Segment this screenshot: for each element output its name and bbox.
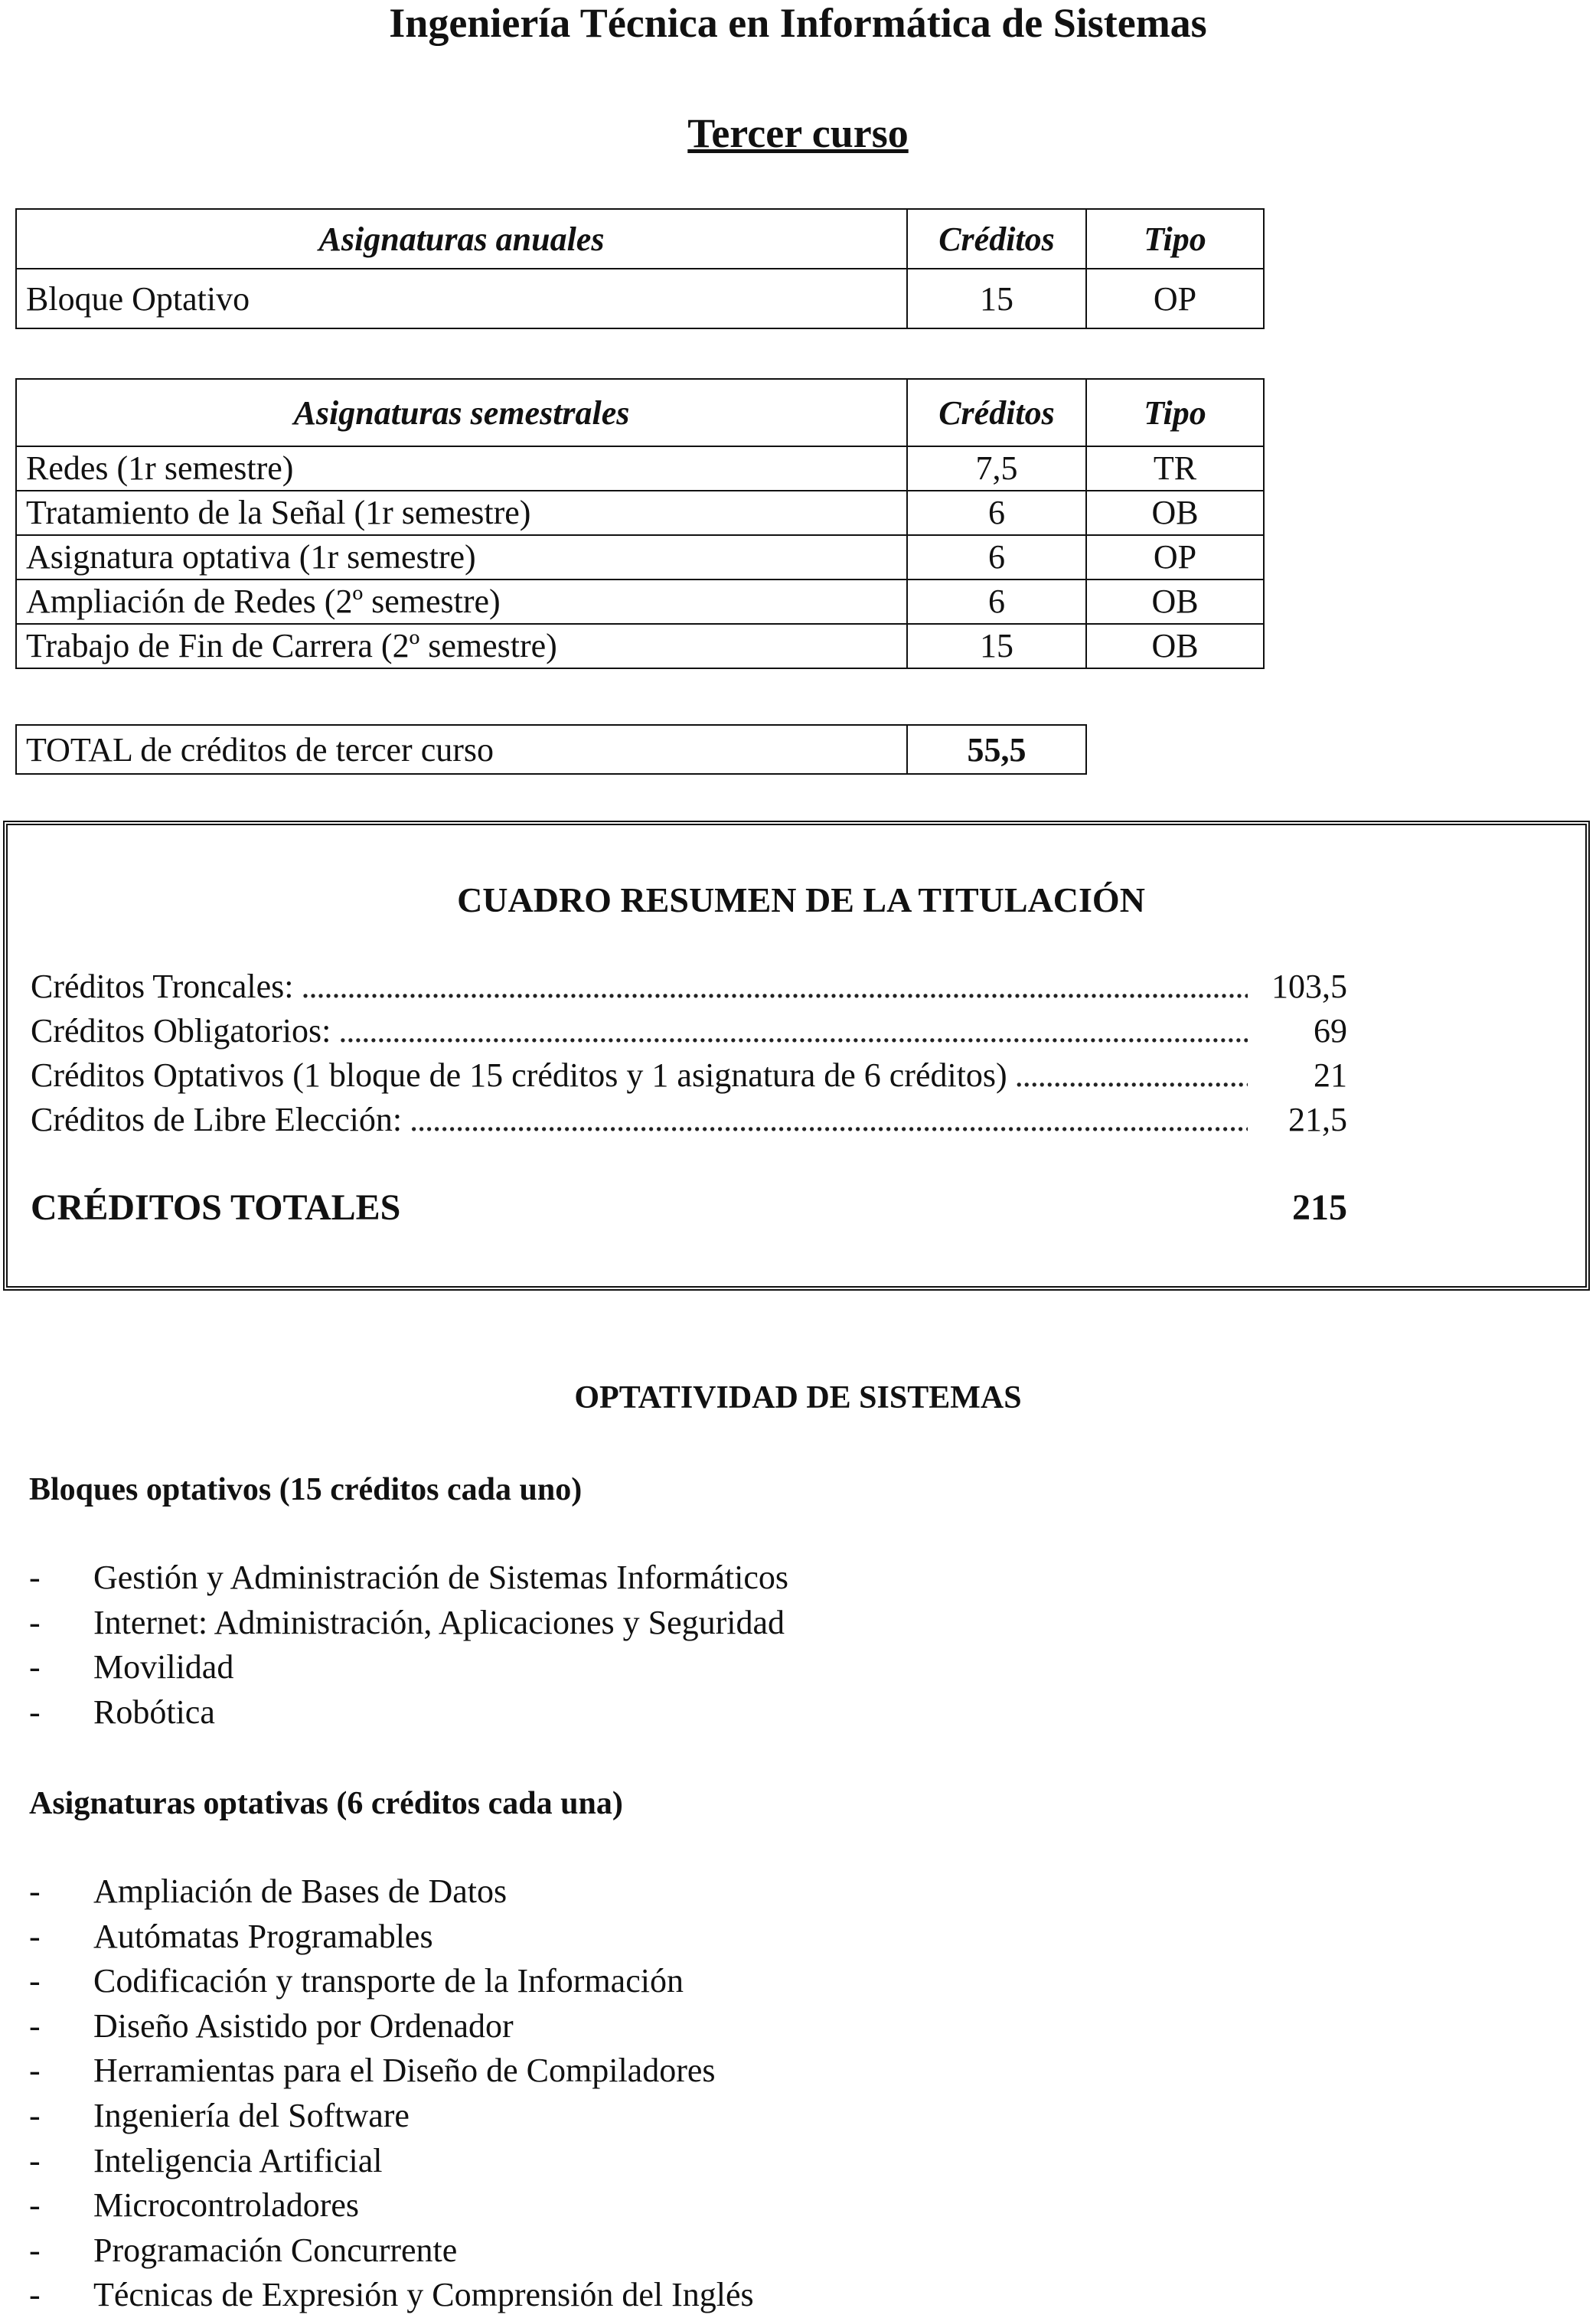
summary-value: 21,5 [1288,1101,1347,1138]
subject-name: Trabajo de Fin de Carrera (2º semestre) [16,624,907,668]
leader-dots [410,1098,1248,1142]
dash-bullet: - [29,1648,41,1686]
semester-subjects-table [15,378,1265,669]
blocks-list [29,1556,788,1735]
dash-bullet: - [29,1559,41,1596]
list-item-text: Internet: Administración, Aplicaciones y Seguridad [93,1603,785,1641]
summary-row-libre-eleccion [31,1098,1347,1142]
list-item [29,2273,754,2318]
list-item-text: Codificación y transporte de la Información [93,1962,684,2000]
subject-type: OB [1086,491,1264,535]
course-subtitle: Tercer curso [687,110,909,156]
header-asignaturas: Asignaturas anuales [16,209,907,269]
table-row [16,535,1264,580]
summary-label: Créditos Optativos (1 bloque de 15 créditos y 1 asignatura de 6 créditos) [31,1056,1007,1094]
summary-row-optativos [31,1053,1347,1098]
subject-name: Redes (1r semestre) [16,446,907,491]
header-asignaturas: Asignaturas semestrales [16,379,907,446]
dash-bullet: - [29,1603,41,1641]
summary-row-troncales [31,965,1347,1009]
list-item [29,1645,788,1690]
dash-bullet: - [29,2006,41,2045]
summary-title: CUADRO RESUMEN DE LA TITULACIÓN [457,880,1145,919]
subject-type: TR [1086,446,1264,491]
summary-value: 103,5 [1271,968,1347,1005]
subject-credits: 15 [907,624,1086,668]
list-item-text: Robótica [93,1693,215,1731]
dash-bullet: - [29,2096,41,2134]
summary-total-label: CRÉDITOS TOTALES [31,1187,401,1228]
subject-credits: 15 [907,269,1086,328]
table-row [16,580,1264,624]
list-item [29,2004,754,2049]
annual-subjects-table [15,208,1265,329]
table-row [16,269,1264,328]
list-item-text: Inteligencia Artificial [93,2141,383,2179]
list-item-text: Ampliación de Bases de Datos [93,1872,508,1910]
subject-type: OB [1086,624,1264,668]
list-item [29,1556,788,1601]
list-item-text: Autómatas Programables [93,1917,433,1955]
list-item [29,2139,754,2184]
list-item-text: Programación Concurrente [93,2231,458,2269]
list-item-text: Gestión y Administración de Sistemas Informáticos [93,1559,788,1596]
subject-name: Bloque Optativo [16,269,907,328]
subject-name: Asignatura optativa (1r semestre) [16,535,907,580]
header-creditos: Créditos [907,379,1086,446]
dash-bullet: - [29,1917,41,1955]
subject-type: OP [1086,269,1264,328]
total-label: TOTAL de créditos de tercer curso [16,725,907,774]
subjects-list [29,1869,754,2318]
total-value: 55,5 [907,725,1086,774]
dash-bullet: - [29,1962,41,2000]
subject-credits: 7,5 [907,446,1086,491]
table-row [16,446,1264,491]
header-creditos: Créditos [907,209,1086,269]
subject-name: Tratamiento de la Señal (1r semestre) [16,491,907,535]
list-item-text: Movilidad [93,1648,234,1686]
table-row [16,491,1264,535]
header-tipo: Tipo [1086,379,1264,446]
leader-dots [1015,1053,1248,1098]
list-item [29,1869,754,1915]
dash-bullet: - [29,1872,41,1910]
list-item [29,1959,754,2004]
summary-value: 69 [1314,1012,1347,1050]
total-row [16,725,1086,774]
table-header-row [16,209,1264,269]
header-tipo: Tipo [1086,209,1264,269]
list-item [29,1915,754,1960]
summary-total-row [31,1185,1347,1231]
total-credits-table [15,724,1087,775]
summary-box [3,821,1590,1291]
list-item [29,2094,754,2139]
blocks-heading: Bloques optativos (15 créditos cada uno) [29,1472,583,1507]
table-header-row [16,379,1264,446]
dash-bullet: - [29,2231,41,2269]
leader-dots [301,965,1248,1009]
subject-name: Ampliación de Redes (2º semestre) [16,580,907,624]
subject-type: OP [1086,535,1264,580]
list-item-text: Técnicas de Expresión y Comprensión del Inglés [93,2276,754,2314]
summary-label: Créditos de Libre Elección: [31,1101,403,1138]
summary-label: Créditos Troncales: [31,968,294,1005]
list-item [29,1690,788,1735]
list-item-text: Microcontroladores [93,2186,359,2225]
list-item-text: Herramientas para el Diseño de Compiladores [93,2052,716,2090]
list-item [29,2228,754,2274]
optatividad-title: OPTATIVIDAD DE SISTEMAS [574,1380,1022,1415]
dash-bullet: - [29,1693,41,1731]
summary-total-value: 215 [1292,1187,1347,1228]
subjects-heading: Asignaturas optativas (6 créditos cada una) [29,1786,623,1821]
summary-row-obligatorios [31,1009,1347,1053]
dash-bullet: - [29,2141,41,2179]
list-item-text: Ingeniería del Software [93,2096,410,2134]
dash-bullet: - [29,2052,41,2090]
dash-bullet: - [29,2186,41,2225]
leader-dots [338,1009,1248,1053]
table-row [16,624,1264,668]
subject-credits: 6 [907,491,1086,535]
list-item [29,1601,788,1646]
list-item [29,2183,754,2228]
subject-credits: 6 [907,535,1086,580]
subject-credits: 6 [907,580,1086,624]
list-item-text: Diseño Asistido por Ordenador [93,2006,514,2045]
list-item [29,2049,754,2094]
dash-bullet: - [29,2276,41,2314]
summary-label: Créditos Obligatorios: [31,1012,331,1050]
summary-value: 21 [1314,1056,1347,1094]
subject-type: OB [1086,580,1264,624]
document-title: Ingeniería Técnica en Informática de Sistemas [389,0,1207,46]
